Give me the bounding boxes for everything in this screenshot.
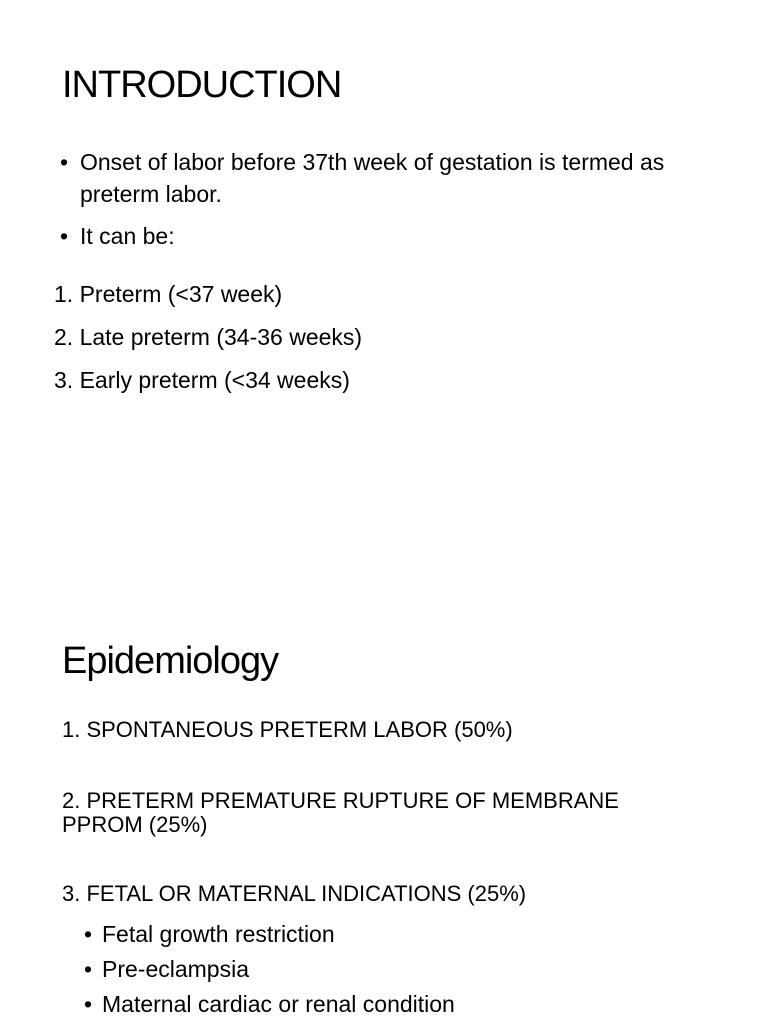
- bullet-list: [58, 146, 698, 262]
- bullet-item: • Onset of labor before 37th week of gestation is termed as preterm labor.: [58, 146, 698, 210]
- epidemiology-item: 1. SPONTANEOUS PRETERM LABOR (50%): [62, 717, 513, 742]
- indication-item: • Pre-eclampsia: [82, 952, 455, 987]
- numbered-list: [54, 278, 362, 407]
- indication-list: [82, 917, 455, 1022]
- epidemiology-item: 3. FETAL OR MATERNAL INDICATIONS (25%): [62, 881, 527, 906]
- epidemiology-item: 2. PRETERM PREMATURE RUPTURE OF MEMBRANE PPROM (25%): [62, 788, 619, 837]
- numbered-item: 2. Late preterm (34-36 weeks): [54, 324, 363, 350]
- bullet-item: • It can be:: [58, 220, 698, 252]
- slide-title: INTRODUCTION: [62, 64, 342, 106]
- numbered-item: 1. Preterm (<37 week): [54, 281, 283, 307]
- slide-epidemiology: [0, 600, 768, 1024]
- indication-item: • Fetal growth restriction: [82, 917, 455, 952]
- slide-title: Epidemiology: [62, 640, 279, 682]
- numbered-item: 3. Early preterm (<34 weeks): [54, 367, 350, 393]
- indication-item: • Maternal cardiac or renal condition: [82, 987, 455, 1022]
